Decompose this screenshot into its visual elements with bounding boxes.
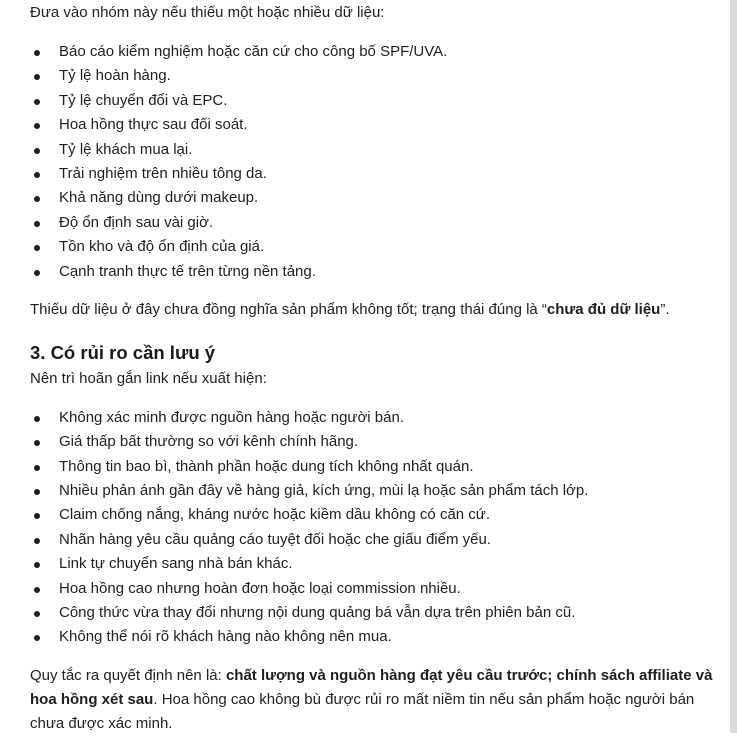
list-item: Link tự chuyển sang nhà bán khác. bbox=[30, 552, 730, 576]
list-item: Khả năng dùng dưới makeup. bbox=[30, 186, 730, 210]
list-item: Công thức vừa thay đổi nhưng nội dung quảng bá vẫn dựa trên phiên bản cũ. bbox=[30, 601, 730, 625]
missing-data-note bbox=[30, 298, 730, 322]
list-item: Tỷ lệ khách mua lại. bbox=[30, 138, 730, 162]
list-item: Nhiều phản ánh gần đây về hàng giả, kích ứng, mùi lạ hoặc sản phẩm tách lớp. bbox=[30, 479, 730, 503]
decision-rule-paragraph bbox=[30, 664, 730, 736]
decision-text-bold: chất lượng và nguồn hàng đạt yêu cầu trước; chính sách affiliate và hoa hồng xét sau bbox=[30, 666, 713, 708]
list-item: Cạnh tranh thực tế trên từng nền tảng. bbox=[30, 260, 730, 284]
risk-list bbox=[30, 406, 730, 650]
list-item: Giá thấp bất thường so với kênh chính hãng. bbox=[30, 430, 730, 454]
decision-text-prefix: Quy tắc ra quyết định nên là: bbox=[30, 666, 226, 684]
missing-data-intro: Đưa vào nhóm này nếu thiếu một hoặc nhiều dữ liệu: bbox=[30, 4, 385, 21]
list-item: Thông tin bao bì, thành phần hoặc dung tích không nhất quán. bbox=[30, 455, 730, 479]
list-item: Hoa hồng thực sau đối soát. bbox=[30, 113, 730, 137]
list-item: Nhãn hàng yêu cầu quảng cáo tuyệt đối hoặc che giấu điểm yếu. bbox=[30, 528, 730, 552]
list-item: Tồn kho và độ ổn định của giá. bbox=[30, 235, 730, 259]
list-item: Claim chống nắng, kháng nước hoặc kiềm dầu không có căn cứ. bbox=[30, 503, 730, 527]
missing-data-list bbox=[30, 40, 730, 284]
scrollbar-track[interactable] bbox=[730, 0, 737, 733]
decision-text-suffix: . Hoa hồng cao không bù được rủi ro mất niềm tin nếu sản phẩm hoặc người bán chưa được xác minh. bbox=[30, 690, 695, 732]
list-item: Tỷ lệ hoàn hàng. bbox=[30, 64, 730, 88]
document-content bbox=[30, 0, 730, 736]
list-item: Hoa hồng cao nhưng hoàn đơn hoặc loại commission nhiều. bbox=[30, 577, 730, 601]
list-item: Độ ổn định sau vài giờ. bbox=[30, 211, 730, 235]
list-item: Không thể nói rõ khách hàng nào không nên mua. bbox=[30, 625, 730, 649]
section-heading: 3. Có rủi ro cần lưu ý bbox=[30, 341, 216, 363]
note-text-bold: chưa đủ dữ liệu bbox=[546, 300, 661, 318]
risk-intro: Nên trì hoãn gắn link nếu xuất hiện: bbox=[30, 369, 267, 387]
list-item: Tỷ lệ chuyển đổi và EPC. bbox=[30, 89, 730, 113]
note-text-suffix: ”. bbox=[660, 300, 670, 318]
list-item: Không xác minh được nguồn hàng hoặc người bán. bbox=[30, 406, 730, 430]
note-text-prefix: Thiếu dữ liệu ở đây chưa đồng nghĩa sản phẩm không tốt; trạng thái đúng là “ bbox=[30, 300, 547, 318]
list-item: Báo cáo kiểm nghiệm hoặc căn cứ cho công bố SPF/UVA. bbox=[30, 40, 730, 64]
list-item: Trải nghiệm trên nhiều tông da. bbox=[30, 162, 730, 186]
